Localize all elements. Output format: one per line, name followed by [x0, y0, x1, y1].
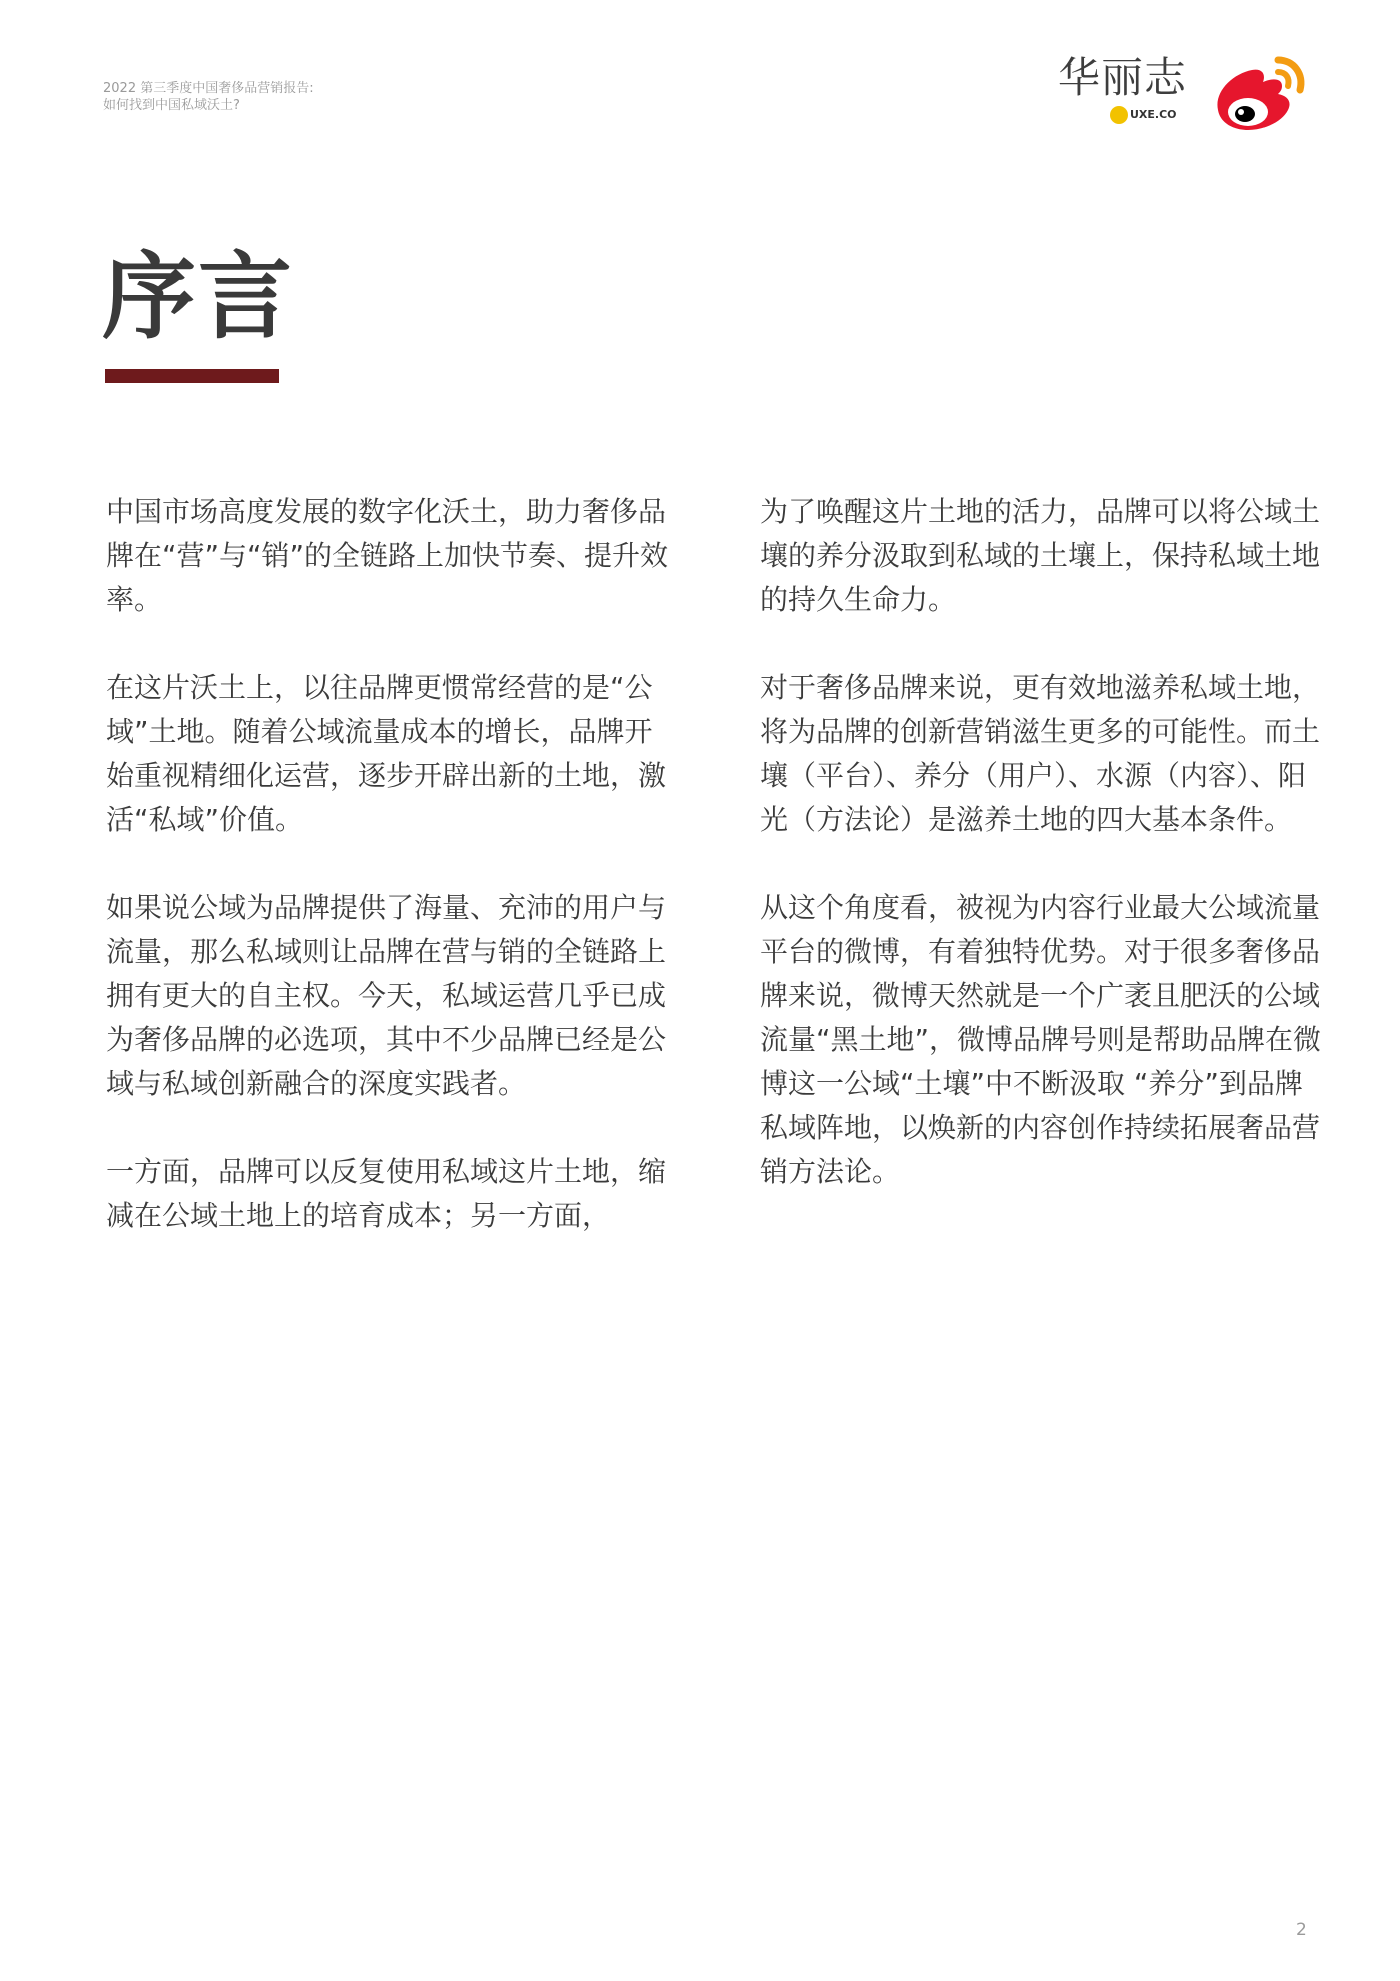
- report-title-line1: 2022 第三季度中国奢侈品营销报告:: [103, 81, 314, 96]
- left-column: [106, 490, 676, 1282]
- paragraph: 在这片沃土上，以往品牌更惯常经营的是“公域”土地。随着公域流量成本的增长，品牌开始重视精细化运营，逐步开辟出新的土地，激活“私域”价值。: [106, 671, 667, 836]
- paragraph: 为了唤醒这片土地的活力，品牌可以将公域土壤的养分汲取到私域的土壤上，保持私域土地的持久生命力。: [760, 495, 1321, 616]
- paragraph: 对于奢侈品牌来说，更有效地滋养私域土地，将为品牌的创新营销滋生更多的可能性。而土壤（平台）、养分（用户）、水源（内容）、阳光（方法论）是滋养土地的四大基本条件。: [760, 671, 1321, 836]
- hualizhi-logo: [1058, 50, 1190, 130]
- paragraph: 从这个角度看，被视为内容行业最大公域流量平台的微博，有着独特优势。对于很多奢侈品牌来说，微博天然就是一个广袤且肥沃的公域流量“黑土地”，微博品牌号则是帮助品牌在微博这一公域“土壤”中不断汲取 “养分”到品牌私域阵地，以焕新的内容创作持续拓展奢品营销方法论。: [760, 891, 1322, 1188]
- page-title: 序言: [102, 243, 295, 352]
- weibo-logo-icon: [1208, 52, 1308, 134]
- report-title-line2: 如何找到中国私域沃土?: [103, 98, 240, 113]
- paragraph: 一方面，品牌可以反复使用私域这片土地，缩减在公域土地上的培育成本；另一方面，: [106, 1155, 667, 1232]
- report-header: [103, 80, 314, 114]
- luxeco-logo-text: UXE.CO: [1130, 108, 1177, 121]
- luxeco-dot-icon: [1110, 106, 1128, 124]
- right-column: [760, 490, 1330, 1238]
- page-number: 2: [1296, 1920, 1307, 1940]
- title-underline: [105, 369, 279, 383]
- paragraph: 如果说公域为品牌提供了海量、充沛的用户与流量，那么私域则让品牌在营与销的全链路上拥有更大的自主权。今天，私域运营几乎已成为奢侈品牌的必选项，其中不少品牌已经是公域与私域创新融合的深度实践者。: [106, 891, 667, 1100]
- luxeco-logo: [1110, 106, 1177, 124]
- paragraph: 中国市场高度发展的数字化沃土，助力奢侈品牌在“营”与“销”的全链路上加快节奏、提升效率。: [106, 495, 669, 616]
- hualizhi-logo-text: 华丽志: [1058, 53, 1188, 102]
